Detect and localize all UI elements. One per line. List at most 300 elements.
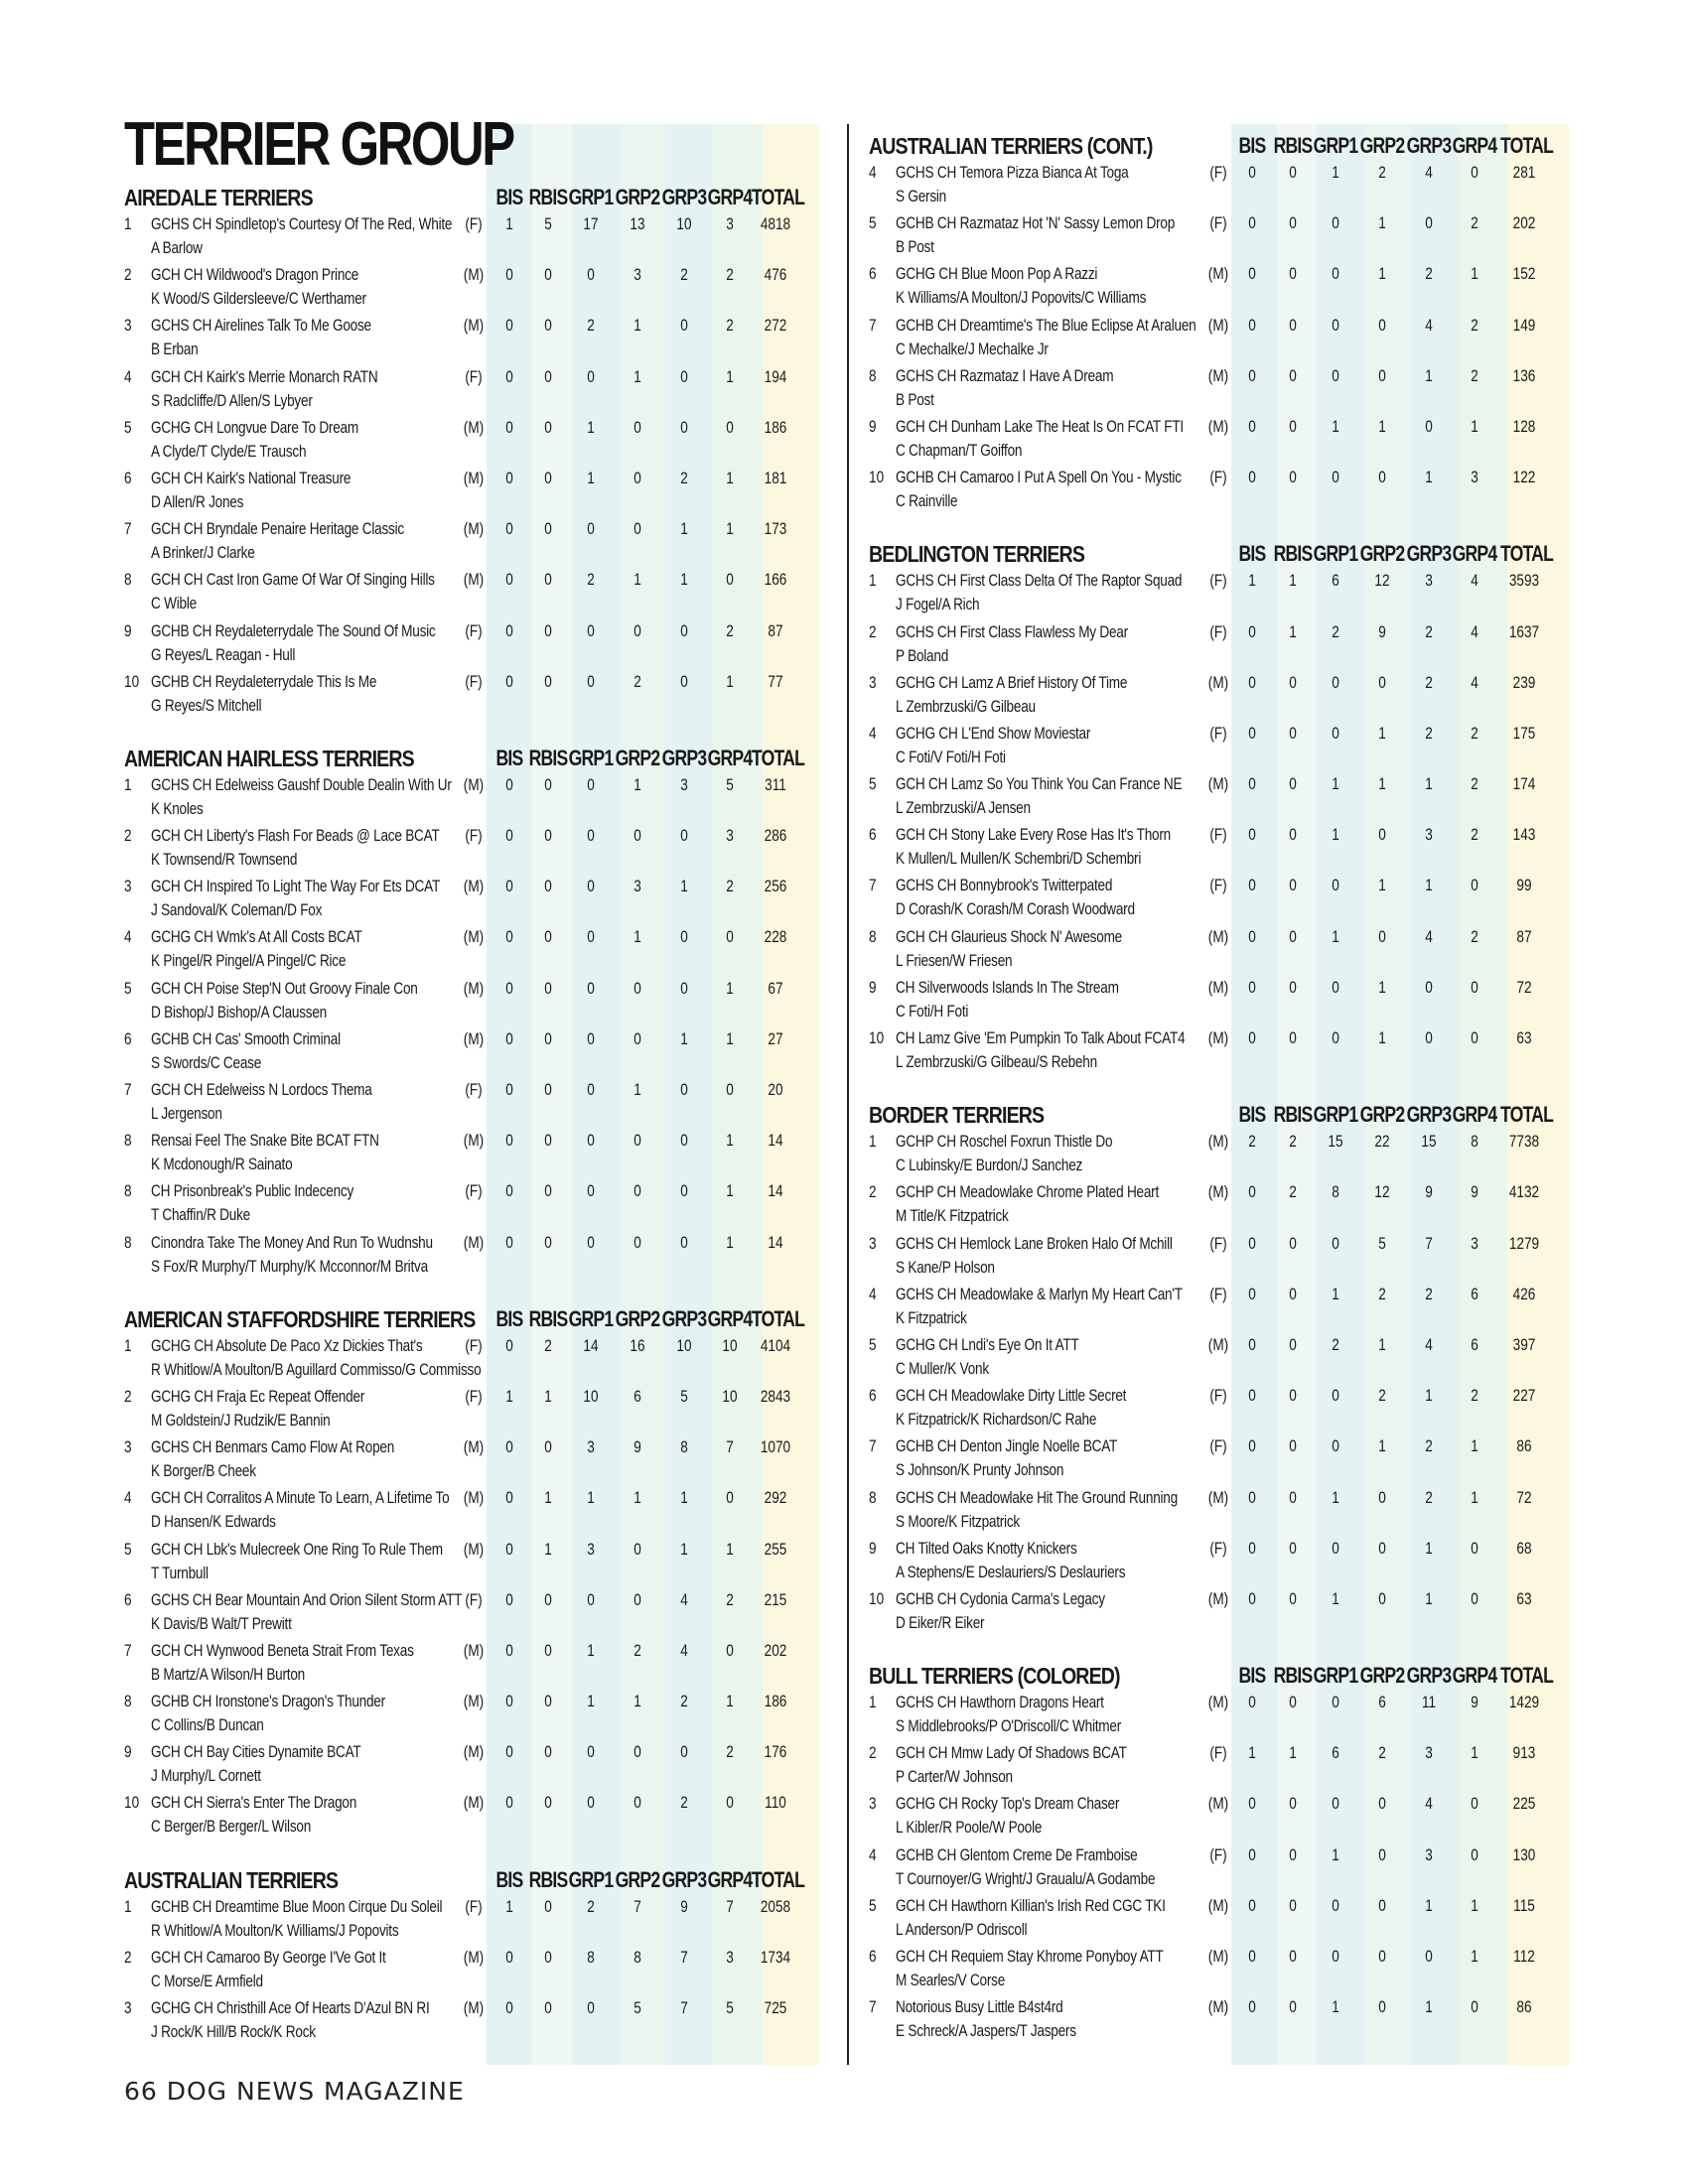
stat-rbis: 0 [544, 1793, 552, 1813]
table-row [124, 263, 819, 314]
column-header-grp1: GRP1 [568, 1866, 614, 1892]
stat-total: 86 [1516, 1436, 1532, 1456]
stat-bis: 0 [1248, 1794, 1256, 1814]
stat-total: 4818 [760, 214, 791, 233]
table-row [869, 1384, 1569, 1434]
stat-grp2: 0 [633, 1742, 641, 1762]
stat-grp2: 0 [633, 1028, 641, 1048]
sex-label: (M) [1207, 1334, 1229, 1354]
rank-number: 4 [869, 163, 877, 182]
stat-total: 186 [764, 417, 787, 437]
stat-grp1: 1 [587, 1692, 595, 1711]
stat-grp1: 1 [1332, 1588, 1339, 1608]
column-header-grp3: GRP3 [1406, 1102, 1452, 1128]
stat-rbis: 0 [544, 1589, 552, 1609]
stat-grp4: 1 [726, 519, 734, 539]
rank-number: 8 [124, 1181, 132, 1201]
column-header-rbis: RBIS [528, 745, 568, 770]
stat-grp2: 1 [633, 1692, 641, 1711]
stat-grp3: 3 [1425, 825, 1433, 845]
stat-rbis: 0 [544, 978, 552, 998]
sex-label: (M) [463, 1539, 485, 1559]
stat-bis: 0 [505, 1232, 513, 1252]
dog-name: GCHB CH Reydaleterrydale This Is Me [151, 671, 377, 691]
stat-rbis: 0 [1289, 774, 1297, 794]
stat-bis: 0 [1248, 1947, 1256, 1966]
stat-grp1: 0 [587, 671, 595, 691]
rank-number: 3 [869, 1794, 877, 1814]
stat-rbis: 0 [1289, 1693, 1297, 1712]
stat-rbis: 0 [1289, 926, 1297, 946]
sex-label: (F) [465, 214, 483, 233]
table-row [869, 161, 1569, 211]
stat-grp4: 0 [1471, 1844, 1478, 1864]
stat-grp4: 1 [1471, 1436, 1478, 1456]
dog-name: GCH CH Sierra's Enter The Dragon [151, 1793, 357, 1813]
stat-bis: 0 [1248, 1436, 1256, 1456]
table-row [869, 1945, 1569, 1995]
stat-bis: 0 [1248, 315, 1256, 335]
section-header [124, 1306, 819, 1334]
dog-name: GCH CH Corralitos A Minute To Learn, A Lifetime To [151, 1488, 450, 1508]
table-row [869, 1486, 1569, 1537]
breed-section [124, 746, 819, 1282]
stat-rbis: 0 [544, 1896, 552, 1916]
stat-grp1: 0 [587, 1028, 595, 1048]
dog-name: Notorious Busy Little B4st4rd [896, 1997, 1063, 2017]
stat-rbis: 0 [1289, 825, 1297, 845]
stat-grp2: 2 [1378, 1386, 1386, 1406]
stat-grp4: 10 [722, 1335, 738, 1355]
dog-name: GCH CH Edelweiss N Lordocs Thema [151, 1080, 372, 1099]
sex-label: (M) [1207, 1794, 1229, 1814]
stat-bis: 1 [1248, 571, 1256, 591]
stat-grp2: 1 [633, 570, 641, 590]
rank-number: 6 [124, 1589, 132, 1609]
table-row [124, 212, 819, 263]
table-row [124, 365, 819, 416]
table-row [124, 1078, 819, 1129]
stat-grp3: 0 [680, 620, 688, 640]
stat-grp1: 0 [587, 1232, 595, 1252]
left-column [124, 0, 819, 2065]
stat-grp1: 0 [1332, 1436, 1339, 1456]
table-row [124, 416, 819, 467]
stat-grp1: 0 [587, 774, 595, 794]
stat-total: 14 [768, 1131, 783, 1151]
stat-grp4: 0 [1471, 1794, 1478, 1814]
stat-grp3: 1 [1425, 1386, 1433, 1406]
sex-label: (M) [463, 1437, 485, 1457]
stat-rbis: 0 [1289, 876, 1297, 895]
dog-name: GCHG CH Longvue Dare To Dream [151, 417, 358, 437]
stat-grp4: 2 [1471, 315, 1478, 335]
stat-grp2: 0 [633, 1539, 641, 1559]
sex-label: (F) [465, 620, 483, 640]
rank-number: 1 [869, 1693, 877, 1712]
stat-total: 87 [768, 620, 783, 640]
column-header-grp2: GRP2 [615, 745, 660, 770]
column-header-rbis: RBIS [1273, 133, 1313, 158]
stat-rbis: 1 [544, 1386, 552, 1406]
stat-bis: 0 [505, 366, 513, 386]
stat-grp3: 0 [680, 1742, 688, 1762]
table-row [869, 925, 1569, 976]
stat-grp3: 0 [680, 1232, 688, 1252]
stat-rbis: 1 [544, 1488, 552, 1508]
column-header-grp2: GRP2 [615, 185, 660, 209]
stat-grp4: 2 [726, 1589, 734, 1609]
stat-total: 7738 [1508, 1132, 1540, 1152]
stat-bis: 0 [505, 570, 513, 590]
stat-bis: 0 [505, 1488, 513, 1508]
dog-name: GCHS CH Temora Pizza Bianca At Toga [896, 163, 1129, 182]
stat-bis: 0 [1248, 1895, 1256, 1915]
stat-grp3: 0 [1425, 1947, 1433, 1966]
owner-names: J Murphy/L Cornett [151, 1766, 261, 1786]
sex-label: (F) [465, 1181, 483, 1201]
table-row [124, 1179, 819, 1230]
stat-rbis: 0 [544, 1131, 552, 1151]
stat-rbis: 0 [544, 570, 552, 590]
section-header [869, 1102, 1569, 1130]
table-row [124, 1740, 819, 1791]
owner-names: J Fogel/A Rich [896, 595, 980, 614]
stat-grp2: 0 [1378, 1844, 1386, 1864]
dog-name: GCH CH Kairk's Merrie Monarch RATN [151, 366, 378, 386]
table-row [124, 517, 819, 568]
stat-rbis: 0 [1289, 1487, 1297, 1507]
stat-bis: 0 [505, 1947, 513, 1967]
stat-grp2: 0 [1378, 468, 1386, 487]
stat-grp4: 1 [1471, 416, 1478, 436]
rank-number: 2 [124, 1947, 132, 1967]
dog-name: GCHS CH Airelines Talk To Me Goose [151, 316, 371, 336]
section-title: AUSTRALIAN TERRIERS (CONT.) [869, 133, 1153, 159]
rank-number: 4 [869, 1284, 877, 1303]
column-header-rbis: RBIS [1273, 1102, 1313, 1128]
sex-label: (M) [463, 1028, 485, 1048]
stat-bis: 0 [1248, 1538, 1256, 1558]
table-row [124, 1946, 819, 1996]
stat-rbis: 0 [544, 1742, 552, 1762]
stat-bis: 0 [1248, 1386, 1256, 1406]
stat-grp2: 0 [633, 1793, 641, 1813]
stat-rbis: 0 [544, 468, 552, 487]
stat-grp1: 1 [587, 1488, 595, 1508]
sex-label: (M) [1207, 365, 1229, 385]
stat-total: 255 [764, 1539, 787, 1559]
stat-grp2: 1 [633, 316, 641, 336]
dog-name: GCHG CH Christhill Ace Of Hearts D'Azul BN RI [151, 1998, 430, 2017]
stat-total: 72 [1516, 977, 1532, 997]
stat-grp2: 0 [633, 978, 641, 998]
dog-name: GCHS CH Bear Mountain And Orion Silent Storm ATT [151, 1589, 463, 1609]
stat-grp1: 0 [587, 366, 595, 386]
dog-name: CH Prisonbreak's Public Indecency [151, 1181, 354, 1201]
table-row [124, 1791, 819, 1842]
sex-label: (F) [1209, 1844, 1227, 1864]
dog-name: GCHG CH Absolute De Paco Xz Dickies That's [151, 1335, 423, 1355]
table-row [869, 772, 1569, 823]
stat-grp1: 6 [1332, 1743, 1339, 1763]
dog-name: GCHS CH Edelweiss Gaushf Double Dealin With Ur [151, 774, 452, 794]
stat-rbis: 0 [1289, 163, 1297, 182]
owner-names: C Rainville [896, 491, 958, 511]
sex-label: (M) [463, 1640, 485, 1660]
rank-number: 7 [124, 1640, 132, 1660]
column-header-grp2: GRP2 [1359, 133, 1405, 158]
stat-grp3: 0 [680, 417, 688, 437]
stat-grp1: 1 [1332, 825, 1339, 845]
breed-section [124, 1306, 819, 1843]
column-header-grp4: GRP4 [707, 1305, 753, 1331]
sex-label: (M) [1207, 1693, 1229, 1712]
stat-grp3: 1 [680, 877, 688, 896]
dog-name: GCHP CH Roschel Foxrun Thistle Do [896, 1132, 1113, 1152]
column-header-grp3: GRP3 [1406, 1663, 1452, 1689]
owner-names: K Pingel/R Pingel/A Pingel/C Rice [151, 951, 347, 971]
table-row [124, 875, 819, 925]
breed-section [869, 133, 1569, 516]
stat-rbis: 0 [544, 1028, 552, 1048]
stat-grp3: 1 [680, 1028, 688, 1048]
rank-number: 7 [869, 1436, 877, 1456]
stat-bis: 0 [1248, 1844, 1256, 1864]
rank-number: 8 [124, 570, 132, 590]
column-header-grp2: GRP2 [1359, 541, 1405, 567]
stat-grp2: 0 [1378, 1487, 1386, 1507]
stat-total: 72 [1516, 1487, 1532, 1507]
stat-grp1: 0 [1332, 315, 1339, 335]
rank-number: 8 [869, 926, 877, 946]
table-row [124, 1996, 819, 2047]
owner-names: B Post [896, 237, 934, 257]
stat-grp2: 3 [633, 265, 641, 285]
stat-grp1: 10 [583, 1386, 599, 1406]
dog-name: GCHG CH L'End Show Moviestar [896, 723, 1091, 743]
rank-number: 3 [869, 1233, 877, 1253]
stat-grp3: 1 [1425, 1997, 1433, 2017]
stat-total: 1734 [760, 1947, 791, 1967]
column-header-total: TOTAL [1500, 1102, 1554, 1128]
rank-number: 1 [869, 1132, 877, 1152]
stat-grp1: 0 [1332, 264, 1339, 284]
rank-number: 5 [124, 978, 132, 998]
dog-name: Rensai Feel The Snake Bite BCAT FTN [151, 1131, 379, 1151]
stat-rbis: 1 [1289, 571, 1297, 591]
stat-grp1: 6 [1332, 571, 1339, 591]
stat-grp2: 0 [633, 826, 641, 846]
dog-name: GCHS CH Hawthorn Dragons Heart [896, 1693, 1104, 1712]
sex-label: (F) [465, 826, 483, 846]
column-header-total: TOTAL [1500, 541, 1554, 567]
stat-grp4: 2 [726, 1742, 734, 1762]
stat-grp3: 11 [1421, 1693, 1437, 1712]
owner-names: J Rock/K Hill/B Rock/K Rock [151, 2022, 316, 2041]
stat-grp3: 0 [680, 927, 688, 947]
rank-number: 6 [869, 1386, 877, 1406]
stat-grp3: 1 [680, 1539, 688, 1559]
sex-label: (M) [463, 1692, 485, 1711]
owner-names: L Jergenson [151, 1104, 222, 1123]
stat-bis: 0 [505, 417, 513, 437]
stat-grp4: 7 [726, 1437, 734, 1457]
dog-name: GCHG CH Lamz A Brief History Of Time [896, 672, 1128, 692]
owner-names: S Fox/R Murphy/T Murphy/K Mcconnor/M Britva [151, 1256, 428, 1276]
dog-name: GCH CH Liberty's Flash For Beads @ Lace BCAT [151, 826, 440, 846]
dog-name: GCHB CH Ironstone's Dragon's Thunder [151, 1692, 385, 1711]
rank-number: 10 [869, 468, 885, 487]
stat-bis: 1 [1248, 1743, 1256, 1763]
sex-label: (F) [465, 1335, 483, 1355]
stat-total: 913 [1512, 1743, 1536, 1763]
stat-grp2: 7 [633, 1896, 641, 1916]
stat-total: 4132 [1508, 1182, 1540, 1202]
stat-total: 115 [1513, 1895, 1535, 1915]
stat-grp1: 2 [587, 570, 595, 590]
stat-total: 67 [768, 978, 783, 998]
stat-grp3: 1 [1425, 774, 1433, 794]
stat-grp4: 9 [1471, 1693, 1478, 1712]
stat-grp2: 1 [1378, 264, 1386, 284]
sex-label: (M) [1207, 1487, 1229, 1507]
table-row [869, 466, 1569, 516]
owner-names: L Zembrzuski/A Jensen [896, 798, 1031, 818]
stat-grp2: 8 [633, 1947, 641, 1967]
stat-total: 173 [764, 519, 787, 539]
table-row [869, 415, 1569, 466]
stat-grp2: 0 [1378, 1895, 1386, 1915]
stat-grp3: 2 [1425, 723, 1433, 743]
stat-total: 112 [1513, 1947, 1535, 1966]
stat-grp1: 17 [583, 214, 599, 233]
stat-rbis: 0 [1289, 1588, 1297, 1608]
stat-bis: 2 [1248, 1132, 1256, 1152]
sex-label: (M) [463, 1742, 485, 1762]
stat-grp4: 1 [726, 1692, 734, 1711]
rank-number: 2 [869, 1743, 877, 1763]
stat-total: 281 [1512, 163, 1536, 182]
section-header [869, 133, 1569, 161]
stat-grp1: 8 [587, 1947, 595, 1967]
stat-rbis: 0 [544, 1692, 552, 1711]
stat-total: 2843 [760, 1386, 791, 1406]
stat-grp4: 7 [726, 1896, 734, 1916]
sex-label: (F) [1209, 1538, 1227, 1558]
breed-section [869, 1102, 1569, 1638]
stat-rbis: 5 [544, 214, 552, 233]
owner-names: M Searles/V Corse [896, 1971, 1006, 1989]
column-header-grp4: GRP4 [1452, 133, 1497, 158]
column-header-grp1: GRP1 [1313, 1663, 1358, 1689]
stat-total: 725 [764, 1998, 787, 2017]
sex-label: (F) [1209, 571, 1227, 591]
stat-grp3: 0 [680, 1181, 688, 1201]
table-row [869, 314, 1569, 364]
dog-name: GCHB CH Denton Jingle Noelle BCAT [896, 1436, 1118, 1456]
table-row [869, 1587, 1569, 1638]
table-row [869, 671, 1569, 722]
stat-total: 63 [1516, 1588, 1532, 1608]
stat-total: 174 [1512, 774, 1536, 794]
stat-grp3: 2 [680, 265, 688, 285]
section-title: BULL TERRIERS (COLORED) [869, 1663, 1120, 1690]
sex-label: (M) [1207, 315, 1229, 335]
table-row [869, 1741, 1569, 1792]
stat-grp1: 0 [587, 620, 595, 640]
stat-total: 3593 [1508, 571, 1540, 591]
owner-names: K Wood/S Gildersleeve/C Werthamer [151, 289, 366, 309]
rank-number: 5 [869, 1895, 877, 1915]
stat-bis: 1 [505, 214, 513, 233]
sex-label: (F) [465, 1896, 483, 1916]
stat-grp4: 0 [1471, 876, 1478, 895]
stat-grp3: 1 [1425, 365, 1433, 385]
stat-total: 166 [764, 570, 787, 590]
stat-bis: 0 [1248, 468, 1256, 487]
stat-grp2: 1 [1378, 416, 1386, 436]
stat-total: 77 [768, 671, 783, 691]
stat-grp4: 1 [726, 1539, 734, 1559]
stat-rbis: 0 [1289, 1538, 1297, 1558]
column-header-total: TOTAL [1500, 1663, 1554, 1689]
rank-number: 7 [124, 519, 132, 539]
rank-number: 4 [869, 723, 877, 743]
rank-number: 1 [124, 214, 132, 233]
stat-total: 397 [1512, 1334, 1536, 1354]
stat-total: 228 [764, 927, 787, 947]
dog-name: GCHB CH Cas' Smooth Criminal [151, 1028, 341, 1048]
stat-grp3: 4 [680, 1640, 688, 1660]
column-header-bis: BIS [495, 1866, 523, 1892]
stat-total: 1070 [760, 1437, 791, 1457]
stat-grp3: 15 [1421, 1132, 1437, 1152]
table-row [869, 262, 1569, 313]
stat-grp3: 0 [1425, 977, 1433, 997]
stat-grp2: 9 [1378, 621, 1386, 641]
stat-grp1: 0 [587, 1589, 595, 1609]
rank-number: 5 [869, 1334, 877, 1354]
sex-label: (M) [1207, 1895, 1229, 1915]
dog-name: GCHS CH Benmars Camo Flow At Ropen [151, 1437, 395, 1457]
stat-rbis: 0 [1289, 1436, 1297, 1456]
stat-total: 152 [1512, 264, 1536, 284]
sex-label: (M) [463, 570, 485, 590]
stat-grp4: 9 [1471, 1182, 1478, 1202]
owner-names: C Foti/V Foti/H Foti [896, 747, 1006, 766]
dog-name: GCHB CH Dreamtime Blue Moon Cirque Du Soleil [151, 1896, 443, 1916]
stat-grp4: 0 [1471, 1028, 1478, 1047]
sex-label: (M) [1207, 1588, 1229, 1608]
owner-names: A Barlow [151, 238, 203, 257]
stat-grp4: 2 [1471, 1386, 1478, 1406]
stat-grp1: 0 [1332, 876, 1339, 895]
breed-section [124, 185, 819, 721]
stat-grp1: 0 [1332, 1028, 1339, 1047]
stat-rbis: 0 [544, 1998, 552, 2017]
stat-grp1: 1 [587, 468, 595, 487]
table-row [869, 1180, 1569, 1231]
stat-total: 186 [764, 1692, 787, 1711]
stat-total: 175 [1512, 723, 1536, 743]
table-row [124, 1334, 819, 1385]
column-header-grp4: GRP4 [1452, 1102, 1497, 1128]
sex-label: (M) [463, 1488, 485, 1508]
stat-total: 99 [1516, 876, 1532, 895]
stat-rbis: 0 [544, 417, 552, 437]
stat-grp4: 3 [726, 214, 734, 233]
